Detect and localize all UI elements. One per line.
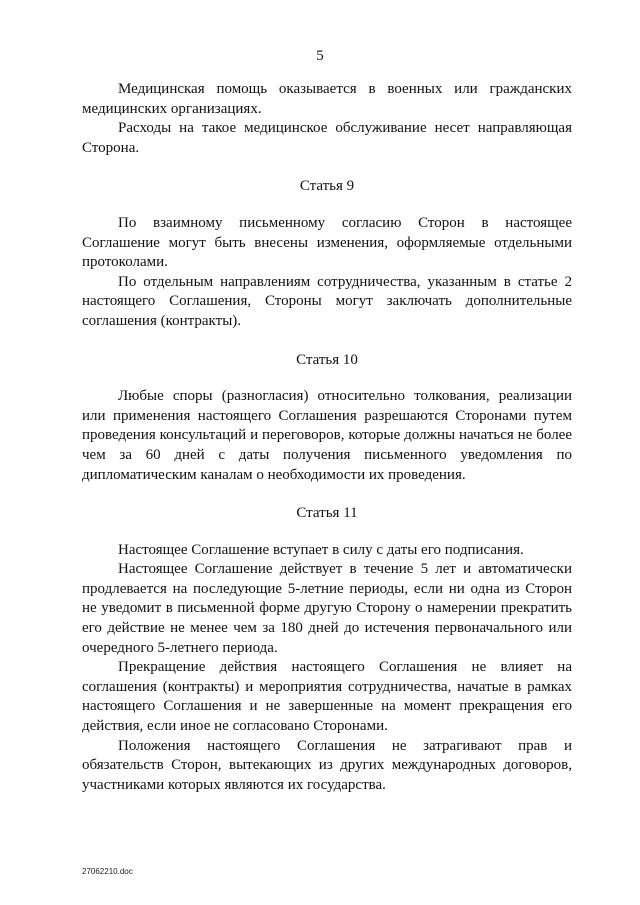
article-11-paragraph-3: Прекращение действия настоящего Соглашения не влияет на соглашения (контракты) и мероприятия сотрудничества, начатые в рамках настоящего Соглашения и не завершенные на момент прекращения его действия, если иное не согласовано Сторонами. bbox=[82, 659, 572, 735]
article-9-paragraph-2: По отдельным направлениям сотрудничества, указанным в статье 2 настоящего Соглашения, Стороны могут заключать дополнительные соглашения (контракты). bbox=[82, 273, 572, 329]
page-number: 5 bbox=[316, 48, 324, 64]
paragraph-medical-help: Медицинская помощь оказывается в военных или гражданских медицинских организациях. bbox=[82, 81, 572, 117]
document-body bbox=[82, 80, 572, 795]
article-9-paragraph-1: По взаимному письменному согласию Сторон в настоящее Соглашение могут быть внесены изменения, оформляемые отдельными протоколами. bbox=[82, 214, 572, 271]
paragraph-expenses: Расходы на такое медицинское обслуживание несет направляющая Сторона. bbox=[82, 120, 572, 156]
document-footer-filename: 27062210.doc bbox=[82, 867, 133, 876]
article-11-title: Статья 11 bbox=[296, 505, 358, 522]
article-11-paragraph-1: Настоящее Соглашение вступает в силу с даты его подписания. bbox=[118, 541, 524, 558]
article-11-paragraph-2: Настоящее Соглашение действует в течение 5 лет и автоматически продлевается на последующие 5-летние периоды, если ни одна из Сторон не уведомит в письменной форме другую Сторону о намерении прекратить его действие не менее чем за 180 дней до истечения первоначального или очередного 5-летнего периода. bbox=[82, 561, 572, 656]
article-10-title: Статья 10 bbox=[296, 351, 358, 368]
article-9-title: Статья 9 bbox=[299, 178, 355, 195]
article-11-paragraph-4: Положения настоящего Соглашения не затрагивают прав и обязательств Сторон, вытекающих из других международных договоров, участниками которых являются их государства. bbox=[82, 737, 572, 793]
article-10-paragraph-1: Любые споры (разногласия) относительно толкования, реализации или применения настоящего Соглашения разрешаются Сторонами путем проведения консультаций и переговоров, которые должны начаться не более чем за 60 дней с даты получения письменного уведомления по дипломатическим каналам о необходимости их проведения. bbox=[82, 388, 572, 483]
